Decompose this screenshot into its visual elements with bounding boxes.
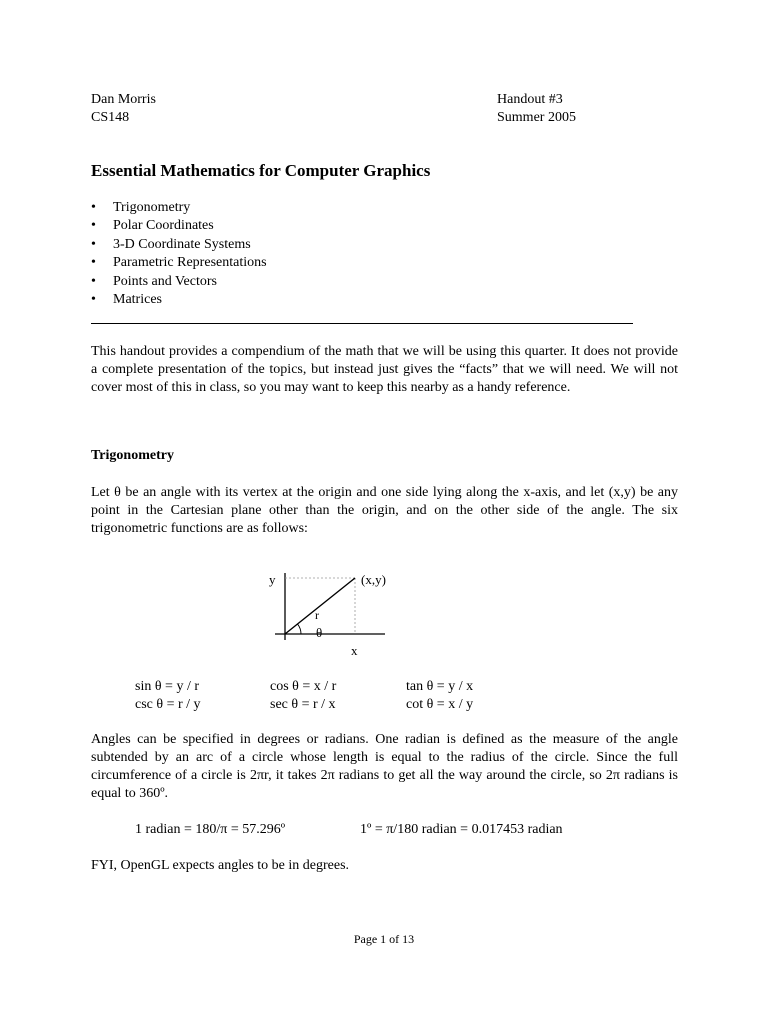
cos-definition: cos θ = x / r: [270, 679, 337, 694]
bullet-icon: •: [91, 273, 96, 289]
term: Summer 2005: [497, 110, 576, 125]
trig-intro-paragraph: Let θ be an angle with its vertex at the origin and one side lying along the x-axis, and let (x,y) be any point in the Cartesian plane other than the origin, and on the other side of the angle. The six trigonometric functions are as follows:: [91, 485, 678, 536]
angles-paragraph: Angles can be specified in degrees or radians. One radian is defined as the measure of the angle subtended by an arc of a circle whose length is equal to the radius of the circle. Since the full circumference of a circle is 2πr, it takes 2π radians to get all the way around the circle, so 2π radians is equal to 360º.: [91, 732, 678, 801]
radian-equation: 1 radian = 180/π = 57.296º: [135, 822, 286, 837]
r-label: r: [315, 608, 319, 622]
bullet-icon: •: [91, 200, 96, 215]
intro-paragraph: This handout provides a compendium of the math that we will be using this quarter. It does not provide a complete presentation of the topics, but instead just gives the “facts” that we will need. We will not cover most of this in class, so you may want to keep this nearby as a handy reference.: [91, 344, 678, 395]
bullet-icon: •: [91, 255, 96, 271]
opengl-note: FYI, OpenGL expects angles to be in degrees.: [91, 858, 350, 873]
csc-definition: csc θ = r / y: [135, 697, 201, 712]
author-name: Dan Morris: [91, 92, 156, 107]
angle-arc: [298, 624, 302, 634]
sec-definition: sec θ = r / x: [270, 697, 336, 712]
bullet-icon: •: [91, 218, 96, 234]
list-item: • Parametric Representations: [91, 254, 267, 272]
sin-definition: sin θ = y / r: [135, 679, 199, 694]
cot-definition: cot θ = x / y: [406, 697, 474, 712]
bullet-icon: •: [91, 292, 96, 308]
list-item: • Polar Coordinates: [91, 217, 267, 235]
tan-definition: tan θ = y / x: [406, 679, 474, 694]
divider: [91, 323, 633, 324]
page-number: Page 1 of 13: [353, 932, 415, 946]
theta-label: θ: [316, 625, 323, 640]
degree-equation: 1º = π/180 radian = 0.017453 radian: [360, 822, 563, 837]
y-label: y: [269, 572, 276, 587]
document-title: Essential Mathematics for Computer Graphics: [91, 161, 431, 180]
topic-list: [91, 199, 267, 309]
x-label: x: [351, 643, 358, 658]
list-item: • Points and Vectors: [91, 273, 267, 291]
section-heading-trigonometry: Trigonometry: [91, 448, 174, 463]
bullet-icon: •: [91, 236, 96, 252]
list-item: • 3-D Coordinate Systems: [91, 236, 267, 254]
trig-diagram: [255, 565, 405, 665]
course-code: CS148: [91, 110, 130, 125]
handout-number: Handout #3: [497, 92, 563, 107]
point-label: (x,y): [361, 572, 386, 587]
list-item: • Matrices: [91, 291, 267, 309]
list-item: • Trigonometry: [91, 199, 267, 217]
